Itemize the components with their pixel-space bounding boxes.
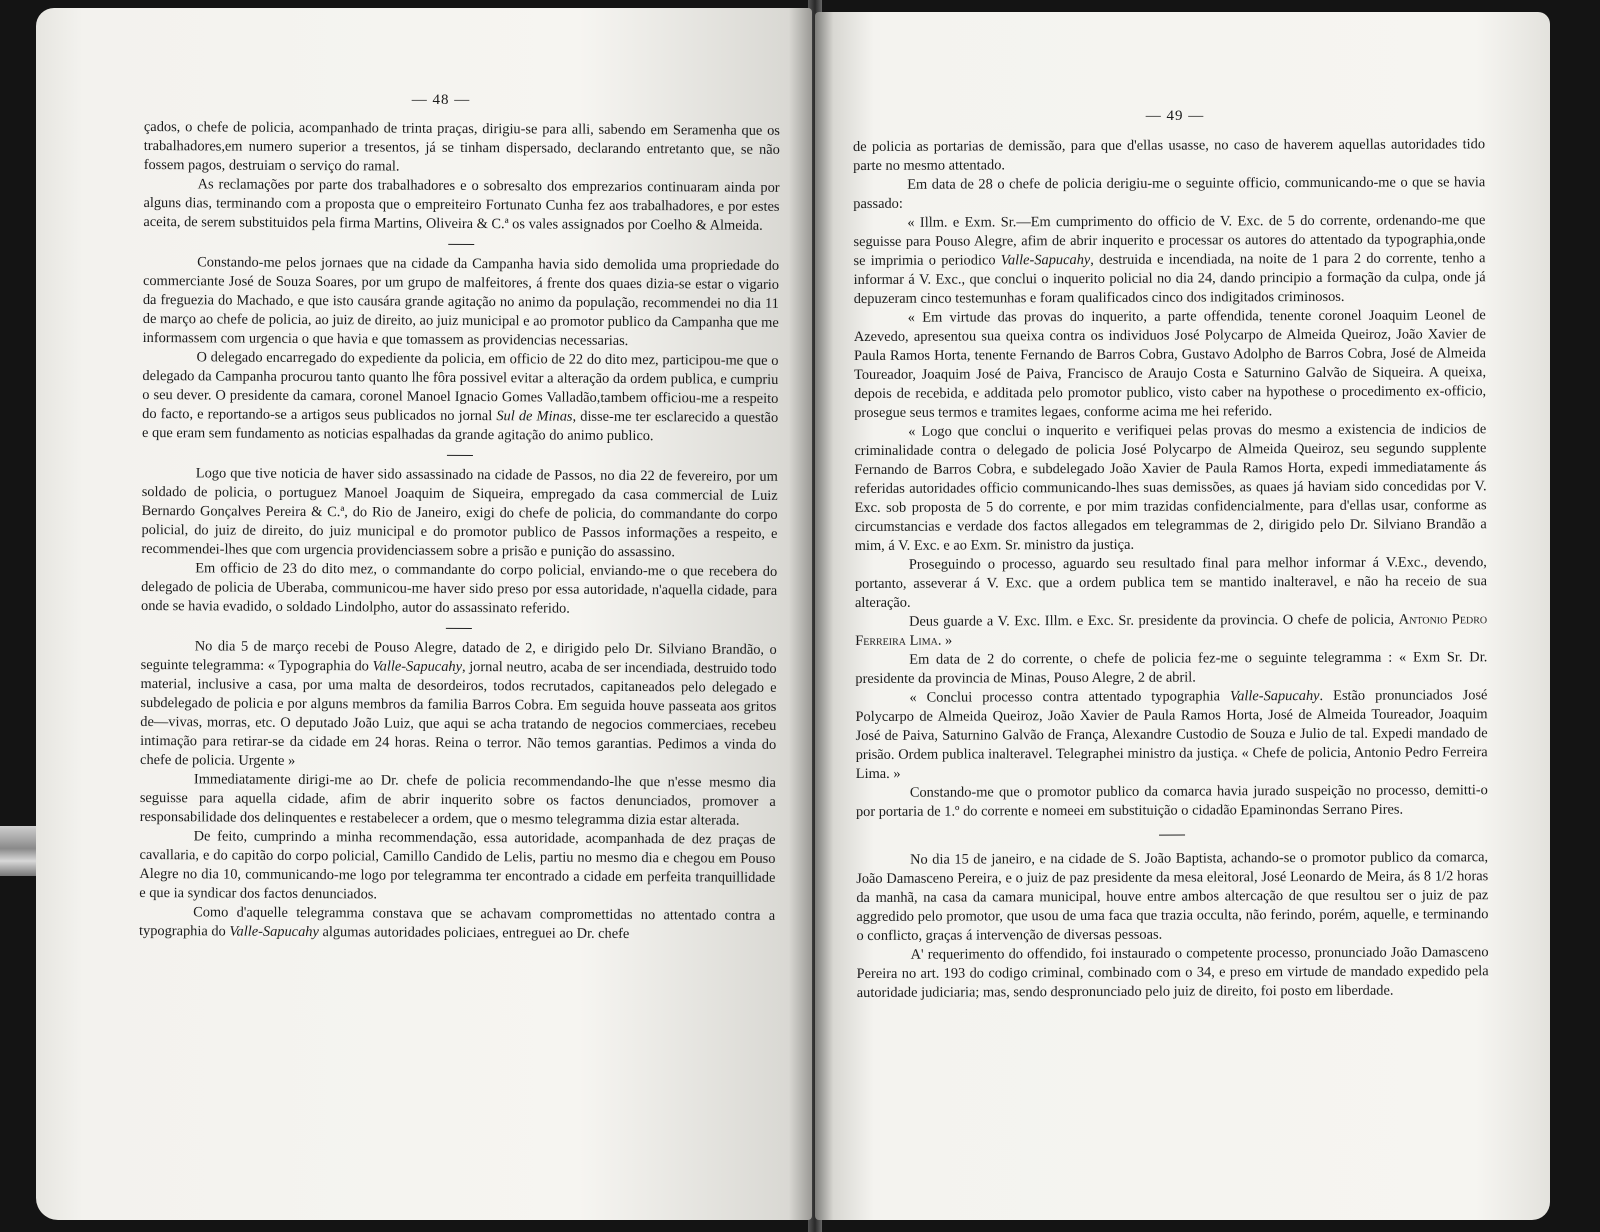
paragraph [142, 348, 779, 447]
paragraph [853, 211, 1485, 309]
text-run: Deus guarde a V. Exc. Illm. e Exc. Sr. presidente da provincia. O chefe de policia, [909, 611, 1399, 630]
section-divider [1159, 835, 1185, 836]
paragraph [139, 903, 775, 945]
paragraph: No dia 15 de janeiro, e na cidade de S. João Baptista, achando-se o promotor publico da comarca, João Damasceno Pereira, e o juiz de paz presidente da mesa eleitoral, José Leonardo de Meira, ás 8 1/2 horas da manhã, na casa da camara municipal, houve entre ambos altercação de que resultou ser o juiz de paz aggredido pelo promotor, que usou de uma faca que trazia occulta, não ferindo, porém, aquelle, e terminando o conflicto, graças á intervenção de diversas pessoas. [856, 849, 1489, 944]
newspaper-name: Valle-Sapucahy [229, 923, 319, 941]
page-number-48: — 48 — [411, 92, 471, 108]
paragraph: « Logo que conclui o inquerito e verifiquei pelas provas do mesmo a existencia de indicios de criminalidade contra o delegado de policia José Polycarpo de Almeida Queiroz, seu segundo supplente Fernando de Barros Cobra, e subdelegado João Xavier de Paula Ramos Horta, expedi immediatamente ás referidas autoridades officio communicando-lhes suas demissões, as quaes já haviam sido concedidas por V. Exc. sob proposta de 5 do corrente, e por mim trazidas confidencialmente, para d'ellas usar, conforme as circumstancias e verdade dos factos allegados em telegrammas de 2, dirigido pelo Dr. Silviano Brandão a mim, á V. Exc. e ao Exm. Sr. ministro da justiça. [854, 421, 1487, 554]
paragraph: Proseguindo o processo, aguardo seu resultado final para melhor informar á V.Exc., devendo, portanto, asseverar á V. Exc. que a ordem publica tem se mantido inalteravel, e não ha receio de sua alteração. [854, 554, 1487, 611]
paragraph: As reclamações por parte dos trabalhadores e o sobresalto dos emprezarios continuaram ainda por alguns dias, terminando com a proposta que o empreiteiro Fortunato Cunha fez aos trabalhadores, e por estes aceita, de serem substituidos pela firma Martins, Oliveira & C.ª os vales assignados por Coelho & Almeida. [143, 176, 780, 234]
text-run: . Estão pronunciados José Polycarpo de Almeida Queiroz, João Xavier de Paula Ramos Horta, José de Almeida Toureador, Joaquim José de Paiva, Saturnino Galvão de França, Alexandre Custodio de Souza e Julio de tal. Expedi mandado de prisão. Ordem publica inalteravel. Telegraphei ministro da justiça. « Chefe de policia, Antonio Pedro Ferreira Lima. » [855, 687, 1488, 782]
text-run: , jornal neutro, acaba de ser incendiada, destruido todo material, inclusive a casa, por uma malta de desordeiros, todos recrutados, capitaneados pelo delegado e subdelegado de policia e por alguns membros da familia Barros Cobra. Em seguida houve passeata aos gritos de—vivas, morras, etc. O deputado João Luiz, que aqui se acha tratando de negocios commerciaes, recebeu intimação para retirar-se da cidade em 24 horas. Reina o terror. Não temos garantias. Pedimos a vinda do chefe de policia. Urgente » [140, 658, 777, 769]
journal-name: Sul de Minas [496, 408, 573, 425]
paragraph [855, 686, 1487, 784]
paragraph: « Em virtude das provas do inquerito, a parte offendida, tenente coronel Joaquim Leonel de Azevedo, apresentou sua queixa contra os individuos José Polycarpo de Almeida Queiroz, João Xavier de Paula Ramos Horta, tenente Fernando de Barros Cobra, Gustavo Adolpho de Barros Cobra, José de Almeida Toureador, Joaquim José de Paiva, Francisco de Araujo Costa e Saturnino Galvão de Siqueira. A queixa, depois de recebida, e additada pelo promotor publico, visto caber na hypothese o procedimento ex-officio, prosegue seus termos e tramites legaes, conforme acima me hei referido. [853, 307, 1487, 421]
paragraph: De feito, cumprindo a minha recommendação, essa autoridade, acompanhada de dez praças de cavallaria, e do capitão do corpo policial, Camillo Candido de Lelis, partiu no mesmo dia e chegou em Pouso Alegre no dia 10, communicando-me logo por telegramma ter encontrado a cidade em perfeita tranquillidade e que ia syndicar dos factos denunciados. [139, 828, 776, 903]
text-run: « Conclui processo contra attentado typographia [909, 688, 1231, 706]
section-divider [447, 455, 473, 456]
text-run: » [941, 632, 953, 649]
signature-name: Antonio Pedro Ferreira Lima. [855, 611, 1488, 649]
paragraph: Em officio de 23 do dito mez, o commandante do corpo policial, enviando-me o que recebera do delegado de policia de Uberaba, communicou-me haver sido preso por essa autoridade, n'aquella cidade, para onde se havia evadido, o soldado Lindolpho, autor do assassinato referido. [140, 560, 778, 617]
newspaper-name: Valle-Sapucahy [372, 658, 463, 675]
right-text-column [853, 135, 1489, 1003]
text-run: No dia 5 de março recebi de Pouso Alegre, datado de 2, e dirigido pelo Dr. Silviano Brandão, o seguinte telegramma: « Typographia do [140, 638, 777, 675]
text-run: , destruida e incendiada, na noite de 1 para 2 do corrente, tenho a informar á V. Exc., que conclui o inquerito policial no dia 24, dando principio a formação da culpa, onde já depuzeram cinco testemunhas e foram qualificados cinco dos indigitados criminosos. [853, 250, 1486, 307]
paragraph [140, 637, 777, 774]
newspaper-name: Valle-Sapucahy [1000, 251, 1091, 269]
paragraph: de policia as portarias de demissão, para que d'ellas usasse, no caso de haverem aquellas autoridades tido parte no mesmo attentado. [853, 136, 1486, 174]
text-run: O delegado encarregado do expediente da policia, em officio de 22 do dito mez, participou-me que o delegado da Campanha procurou tanto quanto lhe fôra possivel evitar a alteração da ordem publica, e cumpriu o seu dever. O presidente da camara, coronel Manoel Ignacio Gomes Valladão,tambem officiou-me a respeito do facto, e reportando-se a artigos seus publicados no jornal [142, 349, 779, 425]
page-number-49: — 49 — [1145, 108, 1205, 124]
right-page [815, 12, 1550, 1220]
section-divider [446, 628, 472, 629]
left-text-column [139, 118, 780, 945]
paragraph [855, 610, 1487, 651]
text-run: algumas autoridades policiaes, entreguei ao Dr. chefe [318, 924, 630, 942]
paragraph: A' requerimento do offendido, foi instaurado o competente processo, pronunciado João Damasceno Pereira no art. 193 do codigo criminal, combinado com o 34, e preso em virtude de mandado expedido pela autoridade judiciaria; mas, sendo despronunciado pelo juiz de direito, foi posto em liberdade. [856, 944, 1489, 1001]
left-page [36, 8, 812, 1220]
newspaper-name: Valle-Sapucahy [1229, 687, 1320, 705]
paragraph: Logo que tive noticia de haver sido assassinado na cidade de Passos, no dia 22 de fevereiro, por um soldado de policia, o portuguez Manoel Joaquim de Siqueira, empregado da casa commercial de Luiz Bernardo Gonçalves Pereira & C.ª, do Rio de Janeiro, exigi do chefe de policia, do commandante do corpo policial, do juiz de direito, do juiz municipal e do promotor publico de Passos informações a respeito, e recommendei-lhes que com urgencia providenciassem sobre a prisão e punição do assassino. [141, 465, 778, 561]
section-divider [448, 244, 474, 245]
paragraph: Em data de 28 o chefe de policia derigiu-me o seguinte officio, communicando-me o que se havia passado: [853, 174, 1486, 212]
paragraph: Constando-me pelos jornaes que na cidade da Campanha havia sido demolida uma propriedade do commerciante José de Souza Soares, por um grupo de malfeitores, á frente dos quaes dizia-se estar o vigario da freguezia do Machado, e que isto causára grande agitação no animo da população, recommendei no dia 11 de março ao chefe de policia, ao juiz de direito, ao juiz municipal e ao promotor publico da Campanha que me informassem com urgencia o que havia e que tomassem as providencias necessarias. [142, 254, 780, 349]
text-run: « Illm. e Exm. Sr.—Em cumprimento do officio de V. Exc. de 5 do corrente, ordenando-me que seguisse para Pouso Alegre, afim de abrir inquerito e processar os autores do attentado da typographia,onde se imprimia o periodico [853, 212, 1486, 269]
text-run: Como d'aquelle telegramma constava que se achavam compromettidas no attentado contra a typographia do [138, 904, 776, 940]
paragraph: çados, o chefe de policia, acompanhado de trinta praças, dirigiu-se para alli, sabendo em Seramenha que os trabalhadores,em numero superior a tresentos, já se tinham dispersado, declarando entretanto que, se não fossem pagos, destruiam o serviço do ramal. [143, 118, 780, 175]
paragraph: Constando-me que o promotor publico da comarca havia jurado suspeição no processo, demitti-o por portaria de 1.º do corrente e nomeei em substituição o cidadão Epaminondas Serrano Pires. [855, 782, 1488, 820]
paragraph: Em data de 2 do corrente, o chefe de policia fez-me o seguinte telegramma : « Exm Sr. Dr. presidente da provincia de Minas, Pouso Alegre, 2 de abril. [855, 649, 1488, 687]
text-run: , disse-me ter esclarecido a questão e que eram sem fundamento as noticias espalhadas da grande agitação do animo publico. [142, 408, 779, 445]
paragraph: Immediatamente dirigi-me ao Dr. chefe de policia recommendando-lhe que n'esse mesmo dia seguisse para aquella cidade, afim de abrir inquerito sobre os factos denunciados, promover a responsabilidade dos delinquentes e restabelecer a ordem, que o mesmo telegramma dizia estar alterada. [139, 771, 776, 829]
